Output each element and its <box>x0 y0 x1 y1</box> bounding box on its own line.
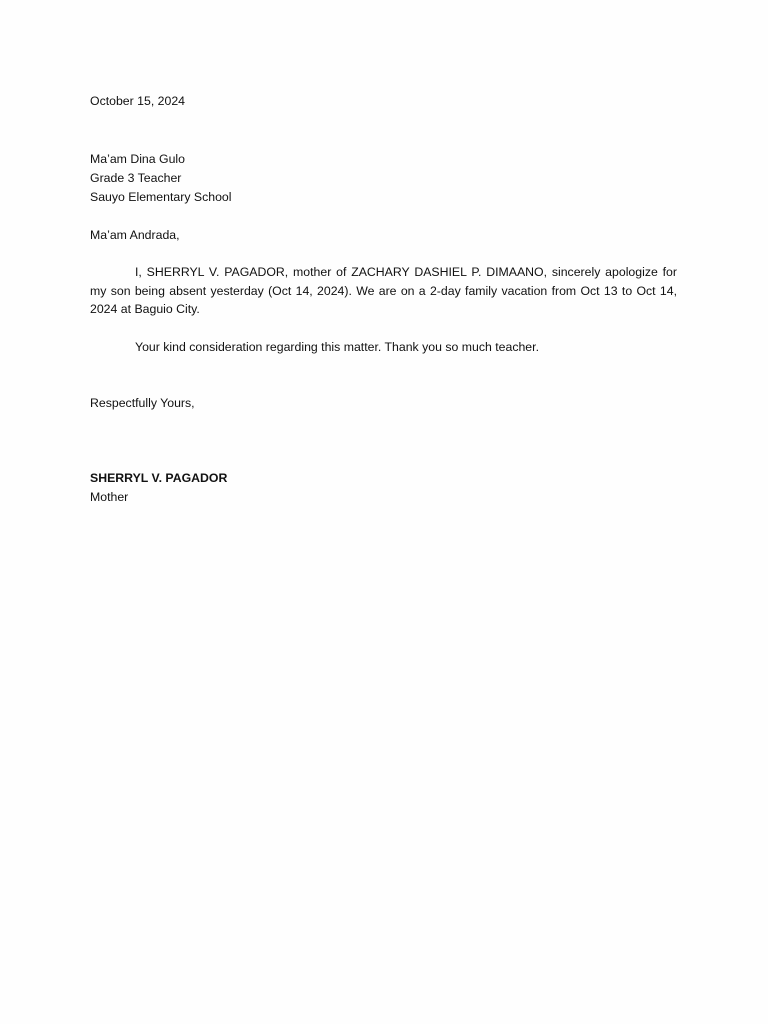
signature-name: SHERRYL V. PAGADOR <box>90 471 228 485</box>
recipient-name: Ma’am Dina Gulo <box>90 152 185 166</box>
salutation: Ma’am Andrada, <box>90 228 180 242</box>
signature-title: Mother <box>90 490 129 504</box>
recipient-school: Sauyo Elementary School <box>90 190 232 204</box>
body-paragraph-1: I, SHERRYL V. PAGADOR, mother of ZACHARY DASHIEL P. DIMAANO, sincerely apologize for my son being absent yesterday (Oct 14, 2024). We are on a 2-day family vacation from Oct 13 to Oct 14, 2024 at Baguio City. <box>90 265 677 317</box>
closing: Respectfully Yours, <box>90 396 195 410</box>
recipient-position: Grade 3 Teacher <box>90 171 182 185</box>
letter-date: October 15, 2024 <box>90 94 186 108</box>
body-paragraph-2: Your kind consideration regarding this matter. Thank you so much teacher. <box>135 340 539 354</box>
